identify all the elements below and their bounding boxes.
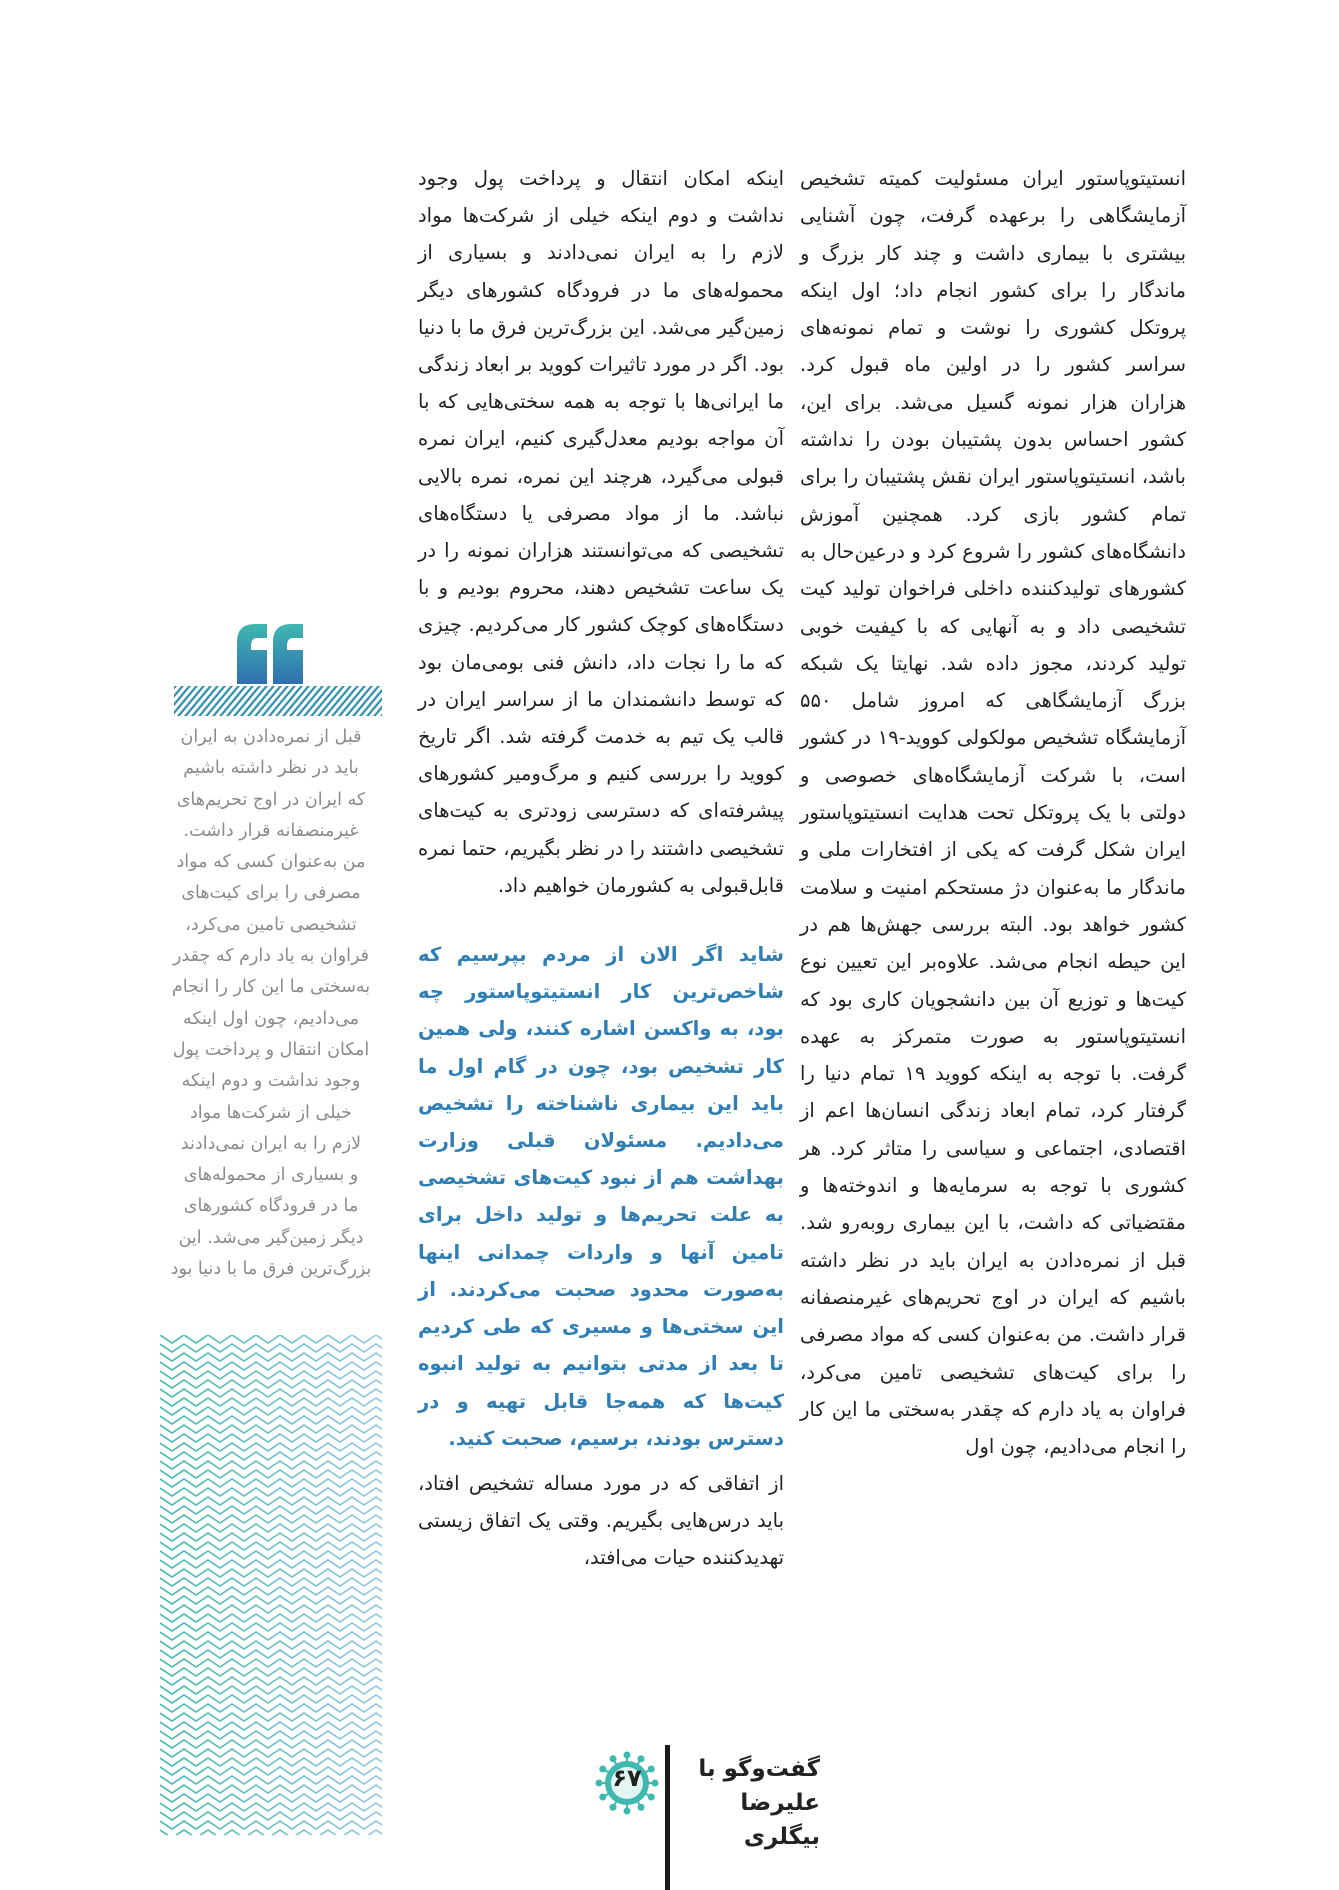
quote-mark-icon xyxy=(233,620,305,684)
decorative-hatch xyxy=(174,686,382,716)
article-paragraph: اینکه امکان انتقال و پرداخت پول وجود نداشت و دوم اینکه خیلی از شرکت‌ها مواد لازم را به ایران نمی‌دادند و بسیاری از محموله‌های ما در فرودگاه کشورهای دیگر زمین‌گیر می‌شد. این بزرگ‌ترین فرق ما با دنیا بود. اگر در مورد تاثیرات کووید بر ابعاد زندگی ما ایرانی‌ها با توجه به همه سختی‌هایی که با آن مواجه بودیم معدل‌گیری کنیم، ایران نمره قبولی می‌گیرد، هرچند این نمره، نمره بالایی نباشد. ما از مواد مصرفی یا دستگاه‌های تشخیصی که می‌توانستند هزاران نمونه را در یک ساعت تشخیص دهند، محروم بودیم و با دستگاه‌های کوچک کشور کار می‌کردیم. چیزی که ما را نجات داد، دانش فنی بومی‌مان بود که توسط دانشمندان ما از سراسر ایران در قالب یک تیم به خدمت گرفته شد. اگر تاریخ کووید را بررسی کنیم و مرگ‌ومیر کشورهای پیشرفته‌ای که دسترسی زودتری به کیت‌های تشخیصی داشتند را در نظر بگیریم، حتما نمره قابل‌قبولی به کشورمان خواهیم داد. xyxy=(418,167,784,897)
section-title-line: علیرضا بیگلری xyxy=(740,1790,820,1850)
article-paragraph: انستیتوپاستور ایران مسئولیت کمیته تشخیص آزمایشگاهی را برعهده گرفت، چون آشنایی بیشتری با بیماری داشت و چند کار بزرگ و ماندگار را برای کشور انجام داد؛ اول اینکه پروتکل کشوری را نوشت و تمام نمونه‌های سراسر کشور را در اولین ماه قبول کرد. هزاران هزار نمونه گسیل می‌شد. برای این، کشور احساس بدون پشتیبان بودن را نداشته باشد، انستیتوپاستور ایران نقش پشتیبان را برای تمام کشور بازی کرد. همچنین آموزش دانشگاه‌های کشور را شروع کرد و درعین‌حال به کشورهای تولیدکننده داخلی فراخوان تولید کیت تشخیصی داد و به آنهایی که با کیفیت خوبی تولید کردند، مجوز داده شد. نهایتا یک شبکه بزرگ آزمایشگاهی که امروز شامل ۵۵۰ آزمایشگاه تشخیص مولکولی کووید-۱۹ در کشور است، با شرکت آزمایشگاه‌های خصوصی و دولتی با یک پروتکل تحت هدایت انستیتوپاستور ایران شکل گرفت که یکی از افتخارات ملی و ماندگار ما به‌عنوان دژ مستحکم امنیت و سلامت کشور خواهد بود. البته بررسی جهش‌ها هم در این حیطه انجام می‌شد. علاوه‌بر این تعیین نوع کیت‌ها و توزیع آن بین دانشجویان کاری بود که انستیتوپاستور به صورت متمرکز به عهده گرفت. با توجه به اینکه کووید ۱۹ تمام دنیا را گرفتار کرد، تمام ابعاد زندگی انسان‌ها اعم از اقتصادی، اجتماعی و سیاسی را متاثر کرد. هر کشوری با توجه به سرمایه‌ها و اندوخته‌ها و مقتضیاتی که داشت، با این بیماری روبه‌رو شد. قبل از نمره‌دادن به ایران باید در نظر داشته باشیم که ایران در اوج تحریم‌های غیرمنصفانه قرار داشت. من به‌عنوان کسی که مواد مصرفی را برای کیت‌های تشخیصی تامین می‌کرد، فراوان به یاد دارم که چقدر به‌سختی ما این کار را انجام می‌دادیم، چون اول xyxy=(800,167,1186,1459)
article-middle-column xyxy=(418,160,784,1577)
page-number: ۶۷ xyxy=(612,1764,642,1792)
article-right-column xyxy=(800,160,1186,1465)
interview-question: شاید اگر الان از مردم بپرسیم که شاخص‌ترین کار انستیتوپاستور چه بود، به واکسن اشاره کنند، ولی همین کار تشخیص بود، چون در گام اول ما باید این بیماری ناشناخته را تشخیص می‌دادیم. مسئولان قبلی وزارت بهداشت هم از نبود کیت‌های تشخیصی به علت تحریم‌ها و تولید داخل برای تامین آنها و واردات چمدانی اینها به‌صورت محدود صحبت می‌کردند. از این سختی‌ها و مسیری که طی کردیم تا بعد از مدتی بتوانیم به تولید انبوه کیت‌ها که همه‌جا قابل تهیه و در دسترس بودند، برسیم، صحبت کنید. xyxy=(418,943,784,1450)
section-title xyxy=(680,1752,820,1854)
pull-quote-text: قبل از نمره‌دادن به ایران باید در نظر داشته باشیم که ایران در اوج تحریم‌های غیرمنصفانه قرار داشت. من به‌عنوان کسی که مواد مصرفی را برای کیت‌های تشخیصی تامین می‌کرد، فراوان به یاد دارم که چقدر به‌سختی ما این کار را انجام می‌دادیم، چون اول اینکه امکان انتقال و پرداخت پول وجود نداشت و دوم اینکه خیلی از شرکت‌ها مواد لازم را به ایران نمی‌دادند و بسیاری از محموله‌های ما در فرودگاه کشورهای دیگر زمین‌گیر می‌شد. این بزرگ‌ترین فرق ما با دنیا بود xyxy=(170,727,372,1280)
section-title-line: گفت‌وگو با xyxy=(698,1756,820,1782)
decorative-zigzag-pattern xyxy=(160,1335,382,1835)
footer-divider xyxy=(665,1745,670,1890)
article-paragraph: از اتفاقی که در مورد مساله تشخیص افتاد، باید درس‌هایی بگیریم. وقتی یک اتفاق زیستی تهدیدکننده حیات می‌افتد، xyxy=(418,1471,784,1570)
